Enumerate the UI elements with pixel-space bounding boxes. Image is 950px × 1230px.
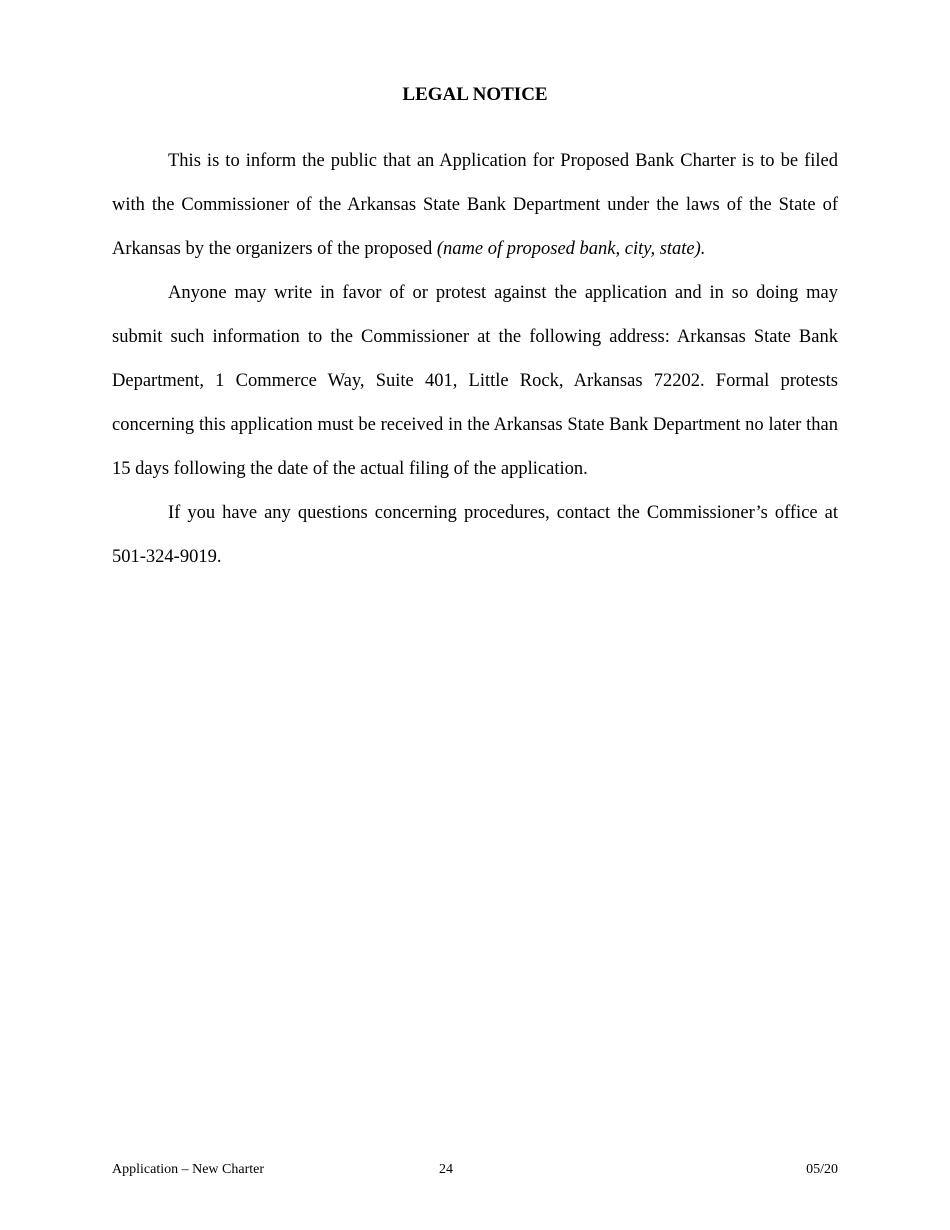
page-footer (112, 1162, 838, 1182)
paragraph-intro-text: This is to inform the public that an Application for Proposed Bank Charter is to be filed with the Commissioner of the Arkansas State Bank Department under the laws of the State of Arkansas by the organizers of the proposed (112, 151, 838, 259)
footer-page-number: 24 (439, 1162, 453, 1177)
paragraph-intro (112, 139, 838, 271)
bank-name-placeholder: (name of proposed bank, city, state). (436, 239, 706, 259)
notice-body (112, 139, 838, 579)
footer-form-name: Application – New Charter (112, 1162, 265, 1177)
paragraph-contact: If you have any questions concerning procedures, contact the Commissioner’s office at 501-324-9019. (112, 503, 838, 567)
page-title: LEGAL NOTICE (402, 84, 548, 105)
footer-date: 05/20 (806, 1162, 838, 1177)
paragraph-protest: Anyone may write in favor of or protest against the application and in so doing may submit such information to the Commissioner at the following address: Arkansas State Bank Department, 1 Commerce Way, Suite 401, Little Rock, Arkansas 72202. Formal protests concerning this application must be received in the Arkansas State Bank Department no later than 15 days following the date of the actual filing of the application. (112, 283, 838, 479)
